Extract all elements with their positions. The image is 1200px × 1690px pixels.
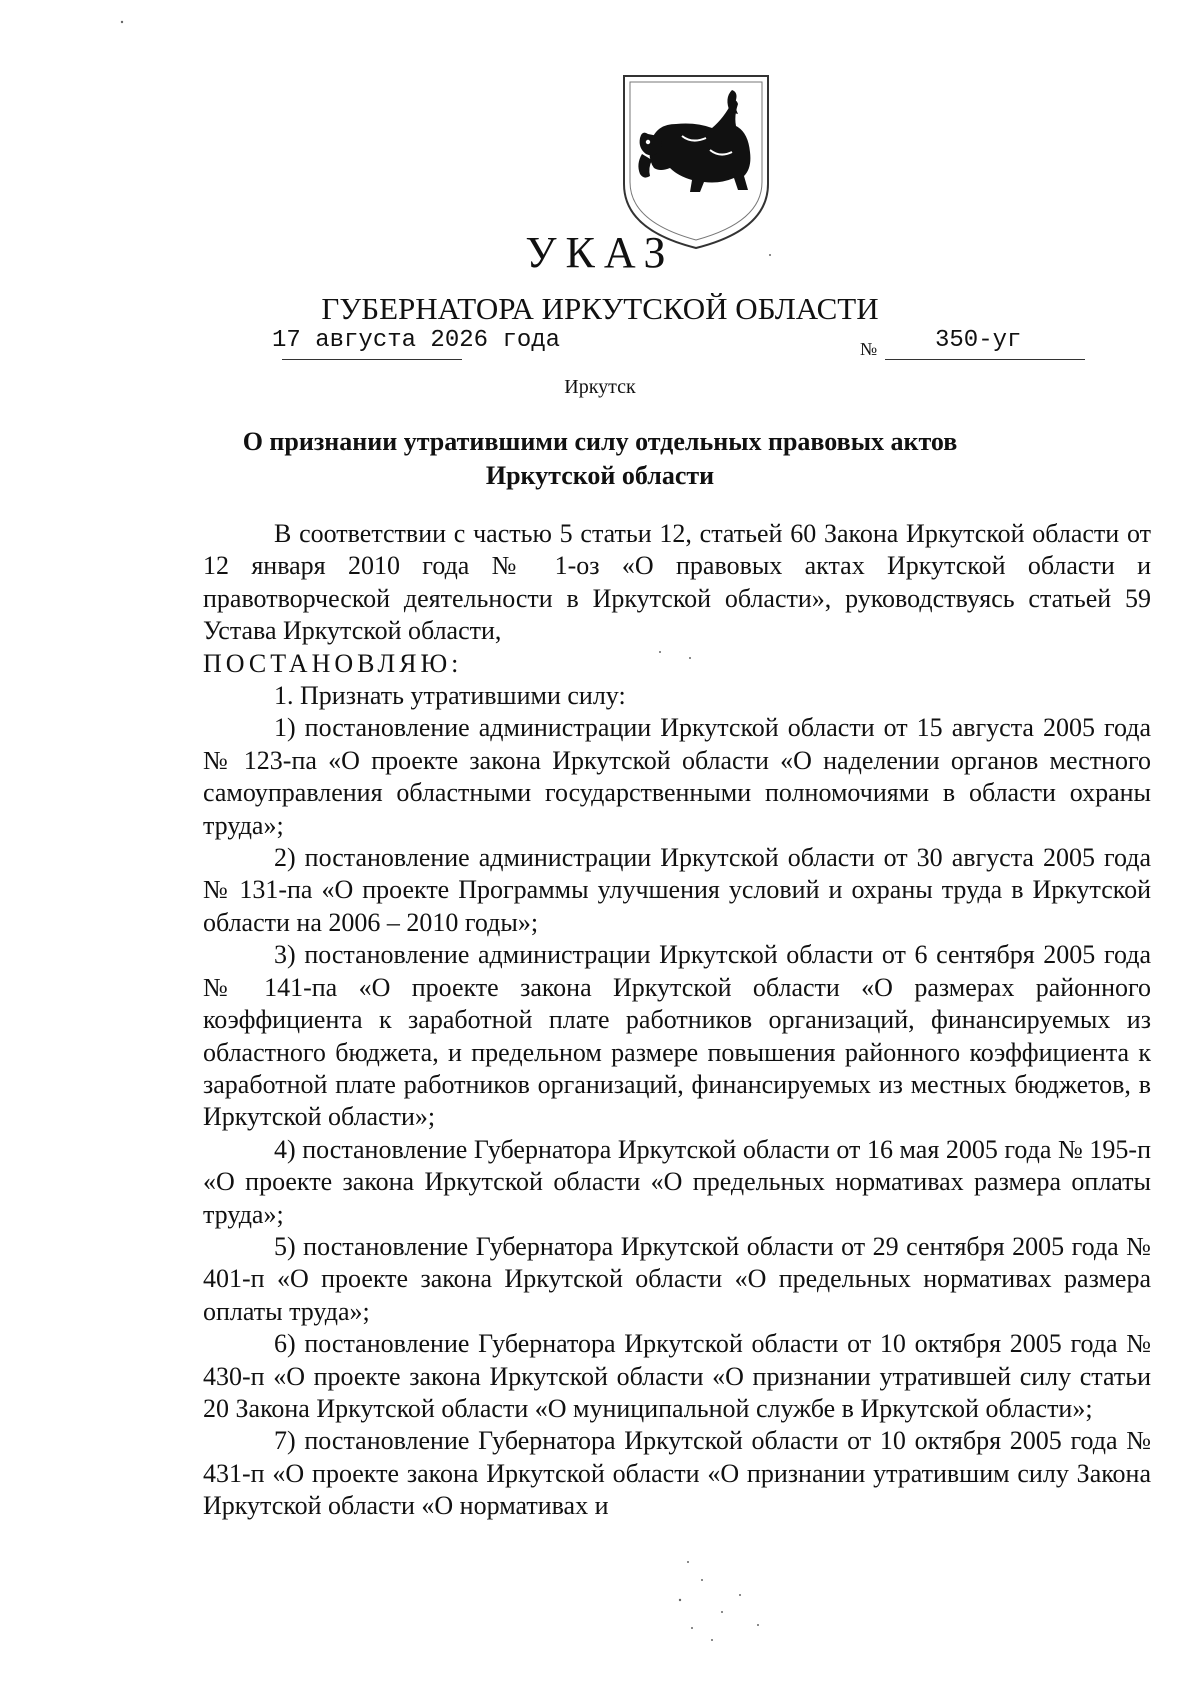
clause-1: 1. Признать утратившими силу: [274, 681, 626, 711]
heading-line-1: О признании утратившими силу отдельных правовых актов [242, 427, 958, 456]
heading-line-2: Иркутской области [485, 461, 715, 490]
number-underline [885, 359, 1085, 360]
issuer-title: ГУБЕРНАТОРА ИРКУТСКОЙ ОБЛАСТИ [321, 291, 879, 326]
list-item: 5) постановление Губернатора Иркутской области от 29 сентября 2005 года № 401-п «О проекте закона Иркутской области «О предельных нормативах размера оплаты труда»; [203, 1231, 1151, 1326]
document-heading [200, 425, 1000, 493]
decree-word: ПОСТАНОВЛЯЮ: [203, 648, 463, 678]
list-item: 1) постановление администрации Иркутской области от 15 августа 2005 года № 123-па «О проекте закона Иркутской области «О наделении органов местного самоуправления областными государственными полномочиями в области охраны труда»; [203, 713, 1151, 840]
list-item: 6) постановление Губернатора Иркутской области от 10 октября 2005 года № 430-п «О проекте закона Иркутской области «О признании утратившей силу статьи 20 Закона Иркутской области «О муниципальной службе в Иркутской области»; [203, 1329, 1151, 1423]
preamble-paragraph: В соответствии с частью 5 статьи 12, статьей 60 Закона Иркутской области от 12 января 2010 года № 1-оз «О правовых актах Иркутской области и правотворческой деятельности в Иркутской области», руководствуясь статьей 59 Устава Иркутской области, [203, 519, 1151, 646]
document-city: Иркутск [564, 376, 636, 398]
document-type-title: УКАЗ [525, 228, 675, 277]
list-item: 7) постановление Губернатора Иркутской области от 10 октября 2005 года № 431-п «О проекте закона Иркутской области «О признании утратившим силу Закона Иркутской области «О нормативах и [203, 1426, 1151, 1521]
document-date: 17 августа 2026 года [272, 327, 561, 354]
document-number: 350-уг [935, 327, 1022, 354]
number-sign: № [860, 339, 878, 359]
coat-of-arms-icon [620, 72, 772, 250]
list-item: 2) постановление администрации Иркутской области от 30 августа 2005 года № 131-па «О проекте Программы улучшения условий и охраны труда в Иркутской области на 2006 – 2010 годы»; [203, 843, 1151, 937]
date-underline [282, 359, 462, 360]
list-item: 3) постановление администрации Иркутской области от 6 сентября 2005 года № 141-па «О проекте закона Иркутской области «О размерах районного коэффициента к заработной плате работников организаций, финансируемых из областного бюджета, и предельном размере повышения районного коэффициента к заработной плате работников организаций, финансируемых из местных бюджетов, в Иркутской области»; [203, 940, 1151, 1132]
list-item: 4) постановление Губернатора Иркутской области от 16 мая 2005 года № 195-п «О проекте закона Иркутской области «О предельных нормативах размера оплаты труда»; [203, 1134, 1151, 1229]
document-body [203, 518, 1151, 1523]
